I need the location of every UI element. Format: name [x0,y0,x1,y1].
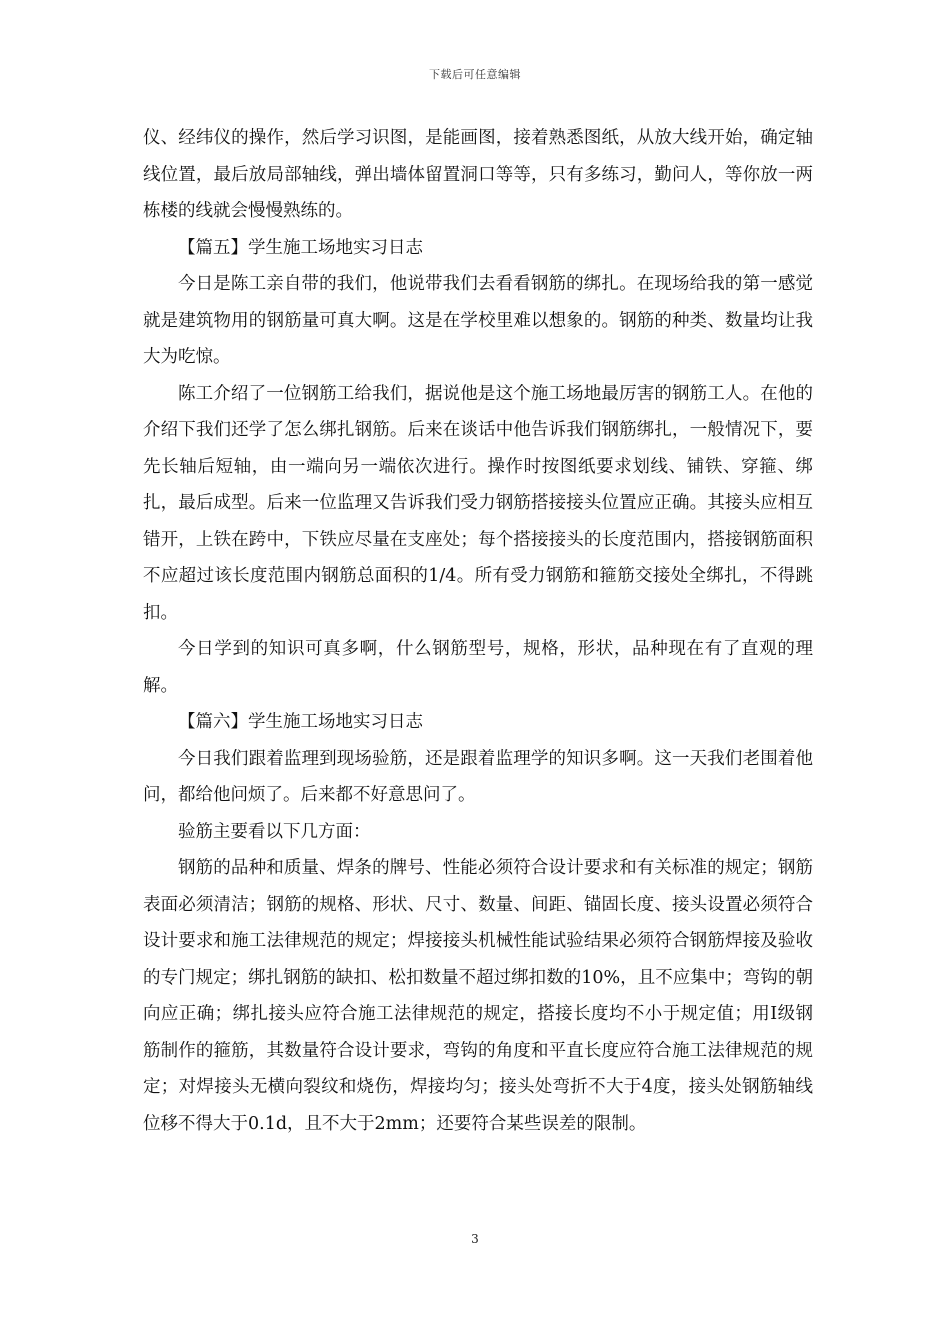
paragraph-continuation: 仪、经纬仪的操作，然后学习识图，是能画图，接着熟悉图纸，从放大线开始，确定轴线位置，最后放局部轴线，弹出墙体留置洞口等等，只有多练习，勤问人，等你放一两栋楼的线就会慢慢熟练的。 [143,128,813,221]
section-heading-part-five: 【篇五】学生施工场地实习日志 [178,237,423,258]
paragraph: 今日我们跟着监理到现场验筋，还是跟着监理学的知识多啊。这一天我们老围着他问，都给他问烦了。后来都不好意思问了。 [143,748,813,805]
paragraph: 钢筋的品种和质量、焊条的牌号、性能必须符合设计要求和有关标准的规定；钢筋表面必须清洁；钢筋的规格、形状、尺寸、数量、间距、锚固长度、接头设置必须符合设计要求和施工法律规范的规定；焊接接头机械性能试验结果必须符合钢筋焊接及验收的专门规定；绑扎钢筋的缺扣、松扣数量不超过绑扣数的10%，且不应集中；弯钩的朝向应正确；绑扎接头应符合施工法律规范的规定，搭接长度均不小于规定值；用Ⅰ级钢筋制作的箍筋，其数量符合设计要求，弯钩的角度和平直长度应符合施工法律规范的规定；对焊接头无横向裂纹和烧伤，焊接均匀；接头处弯折不大于4度，接头处钢筋轴线位移不得大于0.1d，且不大于2mm；还要符合某些误差的限制。 [143,858,813,1134]
paragraph: 今日是陈工亲自带的我们，他说带我们去看看钢筋的绑扎。在现场给我的第一感觉就是建筑物用的钢筋量可真大啊。这是在学校里难以想象的。钢筋的种类、数量均让我大为吃惊。 [143,274,813,367]
paragraph: 验筋主要看以下几方面： [178,821,371,842]
page-header: 下载后可任意编辑 [429,68,521,81]
document-body [143,120,813,1142]
section-heading-part-six: 【篇六】学生施工场地实习日志 [178,712,423,732]
paragraph: 今日学到的知识可真多啊，什么钢筋型号，规格，形状，品种现在有了直观的理解。 [143,639,813,696]
paragraph: 陈工介绍了一位钢筋工给我们，据说他是这个施工场地最厉害的钢筋工人。在他的介绍下我们还学了怎么绑扎钢筋。后来在谈话中他告诉我们钢筋绑扎，一般情况下，要先长轴后短轴，由一端向另一端依次进行。操作时按图纸要求划线、铺铁、穿箍、绑扎，最后成型。后来一位监理又告诉我们受力钢筋搭接接头位置应正确。其接头应相互错开，上铁在跨中，下铁应尽量在支座处；每个搭接接头的长度范围内，搭接钢筋面积不应超过该长度范围内钢筋总面积的1/4。所有受力钢筋和箍筋交接处全绑扎，不得跳扣。 [143,383,813,623]
page-number: 3 [471,1232,479,1246]
